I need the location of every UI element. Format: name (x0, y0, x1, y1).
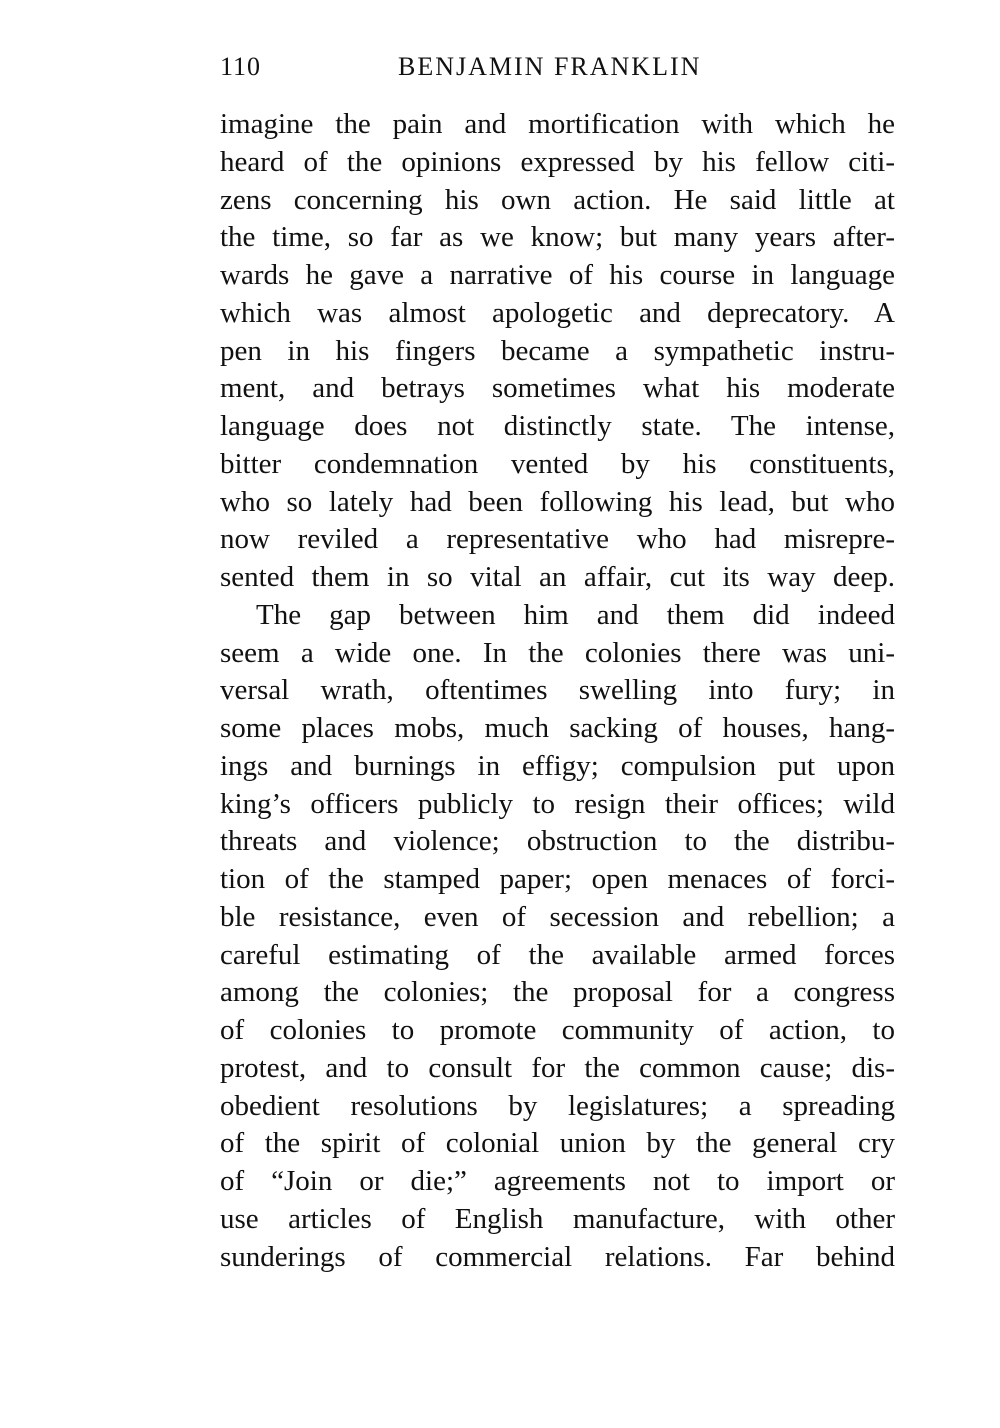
text-line-content: of the spirit of colonial union by the general cry (220, 1127, 895, 1160)
text-line (220, 1201, 895, 1239)
text-line-content: of “Join or die;” agreements not to import or (220, 1165, 895, 1197)
text-line-content: of colonies to promote community of action, to (220, 1014, 895, 1046)
text-line (220, 1125, 895, 1163)
running-title: BENJAMIN FRANKLIN (398, 52, 702, 81)
text-line-content: obedient resolutions by legislatures; a spreading (220, 1089, 895, 1122)
text-line-content: The gap between him and them did indeed (256, 598, 895, 631)
text-line-content: protest, and to consult for the common cause; dis- (220, 1051, 895, 1084)
text-line (220, 748, 895, 786)
text-line-content: some places mobs, much sacking of houses, hang- (220, 712, 895, 744)
text-line (220, 370, 895, 408)
text-line-content: tion of the stamped paper; open menaces of forci- (220, 863, 895, 895)
text-line-content: sented them in so vital an affair, cut its way deep. (220, 561, 895, 593)
text-line (220, 710, 895, 748)
text-line (220, 823, 895, 861)
text-line (220, 484, 895, 522)
text-line (220, 295, 895, 333)
text-line (220, 219, 895, 257)
text-line (220, 1163, 895, 1201)
text-line (220, 786, 895, 824)
text-line-content: ment, and betrays sometimes what his moderate (220, 372, 895, 405)
text-line (220, 974, 895, 1012)
page-body-text (220, 106, 895, 1276)
text-line-content: language does not distinctly state. The intense, (220, 410, 895, 442)
text-line (220, 559, 895, 597)
text-line (220, 1012, 895, 1050)
text-line-content: which was almost apologetic and deprecatory. A (220, 296, 895, 329)
text-line-content: bitter condemnation vented by his constituents, (220, 447, 895, 480)
page-number: 110 (220, 52, 262, 81)
text-line (220, 1050, 895, 1088)
text-line-content: zens concerning his own action. He said little at (220, 183, 895, 216)
text-line-content: wards he gave a narrative of his course in language (220, 259, 895, 291)
text-line-content: versal wrath, oftentimes swelling into fury; in (220, 674, 895, 707)
text-line-content: among the colonies; the proposal for a congress (220, 976, 895, 1009)
text-line (220, 257, 895, 295)
text-line (220, 408, 895, 446)
text-line-content: ings and burnings in effigy; compulsion put upon (220, 749, 895, 782)
text-line-content: sunderings of commercial relations. Far behind (220, 1240, 895, 1273)
text-line-content: threats and violence; obstruction to the distribu- (220, 825, 895, 858)
text-line (220, 521, 895, 559)
text-line-content: use articles of English manufacture, with other (220, 1202, 895, 1235)
text-line (220, 1239, 895, 1277)
text-line-content: ble resistance, even of secession and rebellion; a (220, 900, 895, 933)
text-line (220, 597, 895, 635)
text-line (220, 182, 895, 220)
text-line (220, 446, 895, 484)
text-line-content: who so lately had been following his lead, but who (220, 485, 895, 518)
paragraph (220, 106, 895, 597)
text-line-content: imagine the pain and mortification with which he (220, 108, 895, 140)
text-line (220, 333, 895, 371)
text-line-content: heard of the opinions expressed by his fellow citi- (220, 145, 895, 178)
text-line-content: king’s officers publicly to resign their offices; wild (220, 787, 895, 820)
text-line-content: now reviled a representative who had misrepre- (220, 523, 895, 556)
text-line-content: pen in his fingers became a sympathetic instru- (220, 334, 895, 367)
text-line (220, 672, 895, 710)
text-line (220, 937, 895, 975)
text-line (220, 635, 895, 673)
paragraph (220, 597, 895, 1277)
text-line (220, 861, 895, 899)
text-line (220, 144, 895, 182)
text-line (220, 899, 895, 937)
text-line (220, 106, 895, 144)
text-line-content: careful estimating of the available armed forces (220, 938, 895, 971)
text-line (220, 1088, 895, 1126)
text-line-content: the time, so far as we know; but many years after- (220, 221, 895, 254)
text-line-content: seem a wide one. In the colonies there was uni- (220, 636, 895, 669)
